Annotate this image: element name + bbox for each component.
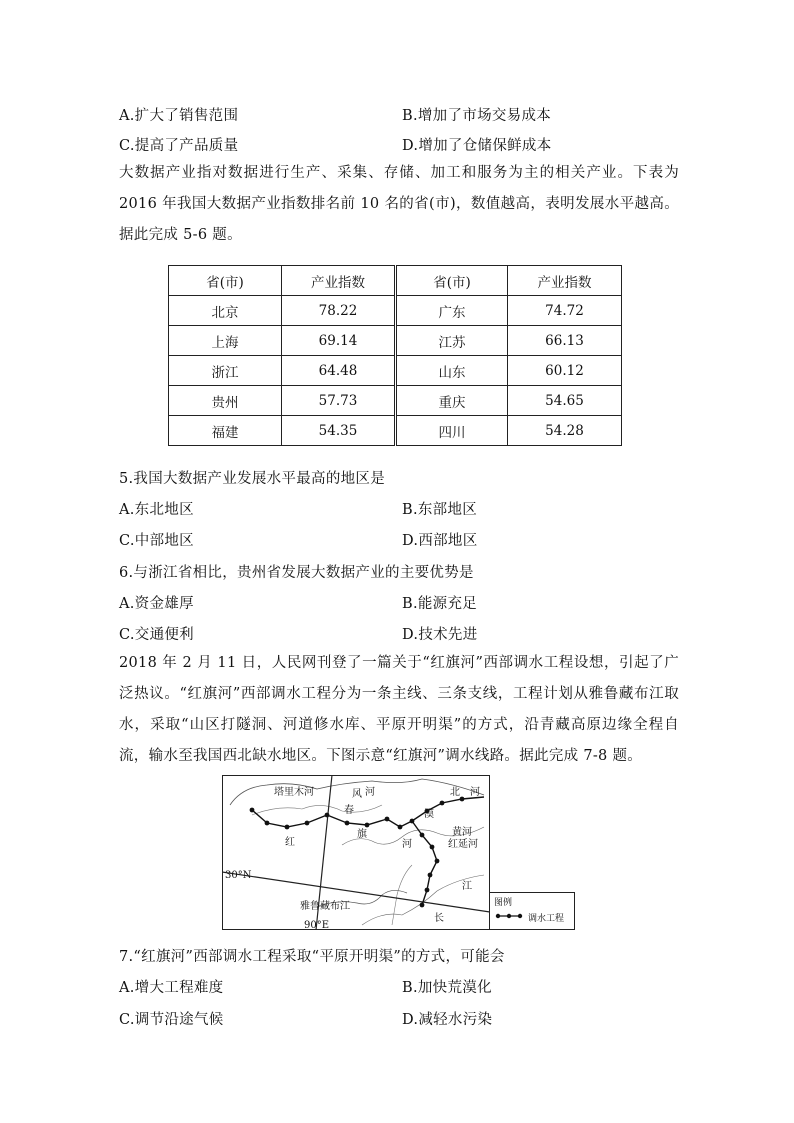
map-svg <box>222 775 490 930</box>
label-hongyanhe: 红延河 <box>448 839 478 850</box>
option-6c: C.交通便利 <box>119 627 194 643</box>
option-7a: A.增大工程难度 <box>119 980 224 996</box>
label-he-top: 河 <box>365 787 375 798</box>
legend-box <box>489 892 575 930</box>
legend-item-label: 调水工程 <box>528 914 565 924</box>
table-cell: 贵州 <box>169 386 282 416</box>
label-latitude: 30°N <box>225 870 252 881</box>
label-qi: 旗 <box>357 829 367 840</box>
label-yarlung: 雅鲁藏布江 <box>300 901 350 912</box>
legend-route-icon <box>494 911 762 1066</box>
red-flag-river-map <box>222 775 565 930</box>
question-6-stem: 6.与浙江省相比，贵州省发展大数据产业的主要优势是 <box>119 565 474 581</box>
option-6b: B.能源充足 <box>402 596 478 612</box>
table-cell: 69.14 <box>282 326 396 356</box>
table-header: 省(市) <box>396 266 508 296</box>
table-cell: 广东 <box>396 296 508 326</box>
legend-title: 图例 <box>494 898 513 908</box>
table-header: 产业指数 <box>282 266 396 296</box>
industry-index-table <box>168 265 622 446</box>
table-row <box>169 386 622 416</box>
table-header-row <box>169 266 622 296</box>
label-chun: 春 <box>344 805 354 816</box>
table-cell: 74.72 <box>508 296 622 326</box>
label-he-mid: 河 <box>402 839 412 850</box>
label-huanghe: 黄河 <box>452 827 472 838</box>
question-5-stem: 5.我国大数据产业发展水平最高的地区是 <box>119 471 386 487</box>
table-header: 省(市) <box>169 266 282 296</box>
table-cell: 66.13 <box>508 326 622 356</box>
label-longitude: 90°E <box>304 920 330 930</box>
option-6d: D.技术先进 <box>402 627 478 643</box>
option-4a: A.扩大了销售范围 <box>119 108 239 124</box>
option-7d: D.减轻水污染 <box>402 1012 493 1028</box>
table-cell: 上海 <box>169 326 282 356</box>
option-5c: C.中部地区 <box>119 533 194 549</box>
table-row <box>169 356 622 386</box>
table-cell: 江苏 <box>396 326 508 356</box>
label-mo: 漠 <box>424 809 434 820</box>
table-cell: 54.65 <box>508 386 622 416</box>
passage-7-8: 2018 年 2 月 11 日，人民网刊登了一篇关于“红旗河”西部调水工程设想，引起了广泛热议。“红旗河”西部调水工程分为一条主线、三条支线，工程计划从雅鲁藏布江取水，采取“山区打隧洞、河道修水库、平原开明渠”的方式，沿青藏高原边缘全程自流，输水至我国西北缺水地区。下图示意“红旗河”调水线路。据此完成 7-8 题。 <box>119 655 679 764</box>
table-cell: 64.48 <box>282 356 396 386</box>
table-cell: 北京 <box>169 296 282 326</box>
table-row <box>169 296 622 326</box>
label-tarim: 塔里木河 <box>274 787 314 798</box>
label-jiang: 江 <box>462 881 472 892</box>
option-4c: C.提高了产品质量 <box>119 138 239 154</box>
passage-5-6: 大数据产业指对数据进行生产、采集、存储、加工和服务为主的相关产业。下表为 2016 年我国大数据产业指数排名前 10 名的省(市)，数值越高，表明发展水平越高。据此完成 5-6 题。 <box>119 165 679 243</box>
label-feng: 风 <box>352 789 362 800</box>
table-cell: 四川 <box>396 416 508 446</box>
label-he-bei: 河 <box>470 787 480 798</box>
label-bei: 北 <box>450 787 460 798</box>
option-4d: D.增加了仓储保鲜成本 <box>402 138 552 154</box>
option-5b: B.东部地区 <box>402 502 478 518</box>
table-cell: 54.35 <box>282 416 396 446</box>
option-4b: B.增加了市场交易成本 <box>402 108 552 124</box>
table-cell: 福建 <box>169 416 282 446</box>
table-cell: 54.28 <box>508 416 622 446</box>
table-row <box>169 326 622 356</box>
option-7c: C.调节沿途气候 <box>119 1012 224 1028</box>
table-cell: 山东 <box>396 356 508 386</box>
table-cell: 重庆 <box>396 386 508 416</box>
label-hong: 红 <box>285 837 295 848</box>
option-5d: D.西部地区 <box>402 533 478 549</box>
option-7b: B.加快荒漠化 <box>402 980 492 996</box>
table-header: 产业指数 <box>508 266 622 296</box>
option-5a: A.东北地区 <box>119 502 194 518</box>
table-row <box>169 416 622 446</box>
table-cell: 浙江 <box>169 356 282 386</box>
label-chang: 长 <box>434 913 444 924</box>
question-7-stem: 7.“红旗河”西部调水工程采取“平原开明渠”的方式，可能会 <box>119 949 505 965</box>
option-6a: A.资金雄厚 <box>119 596 194 612</box>
table-cell: 57.73 <box>282 386 396 416</box>
table-cell: 60.12 <box>508 356 622 386</box>
table-cell: 78.22 <box>282 296 396 326</box>
